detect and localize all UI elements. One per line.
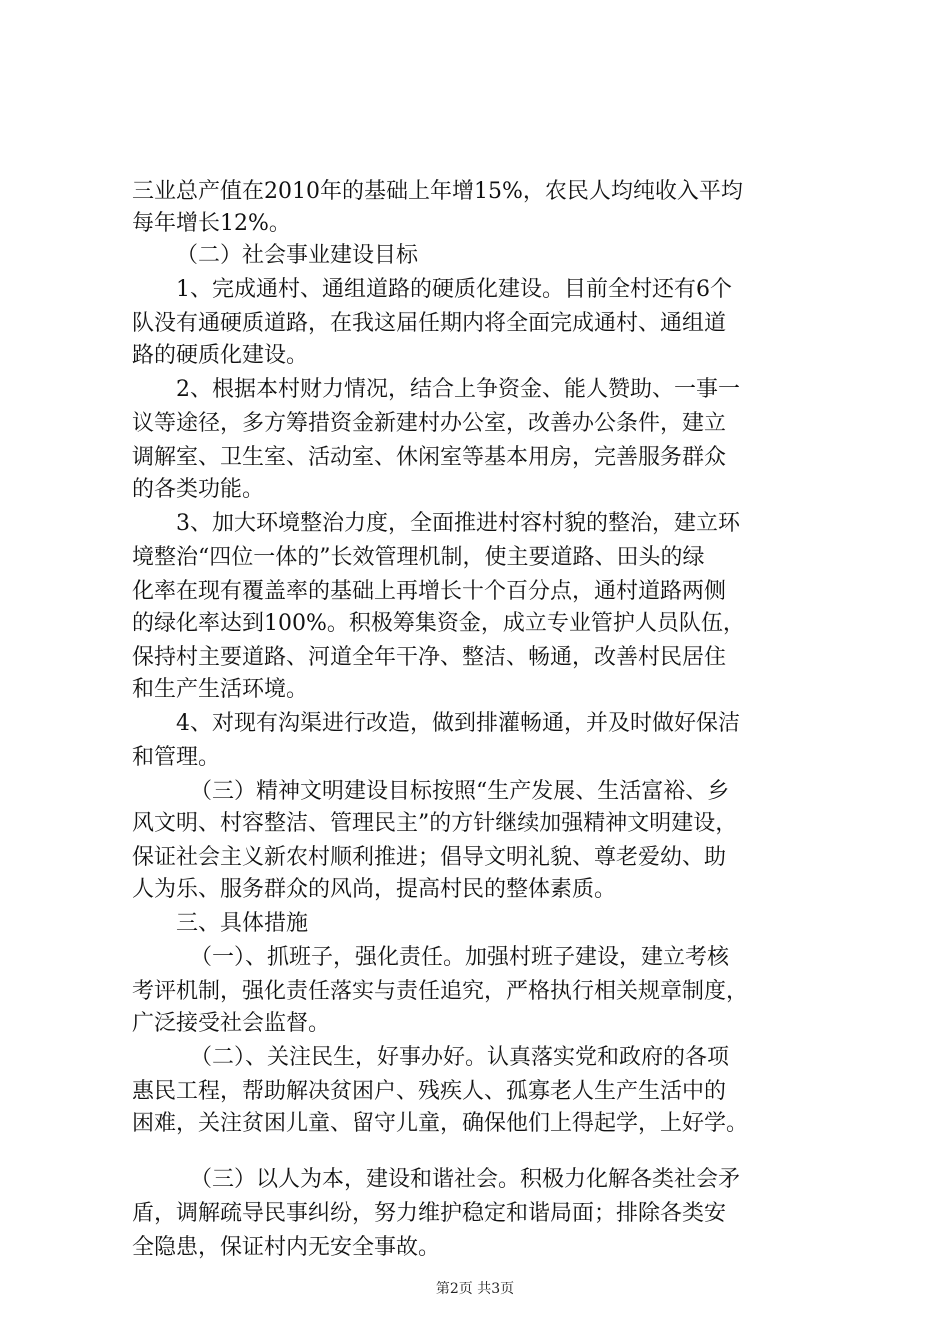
- text-line: （三）以人为本，建设和谐社会。积极力化解各类社会矛: [190, 1167, 741, 1192]
- section-heading: （二）社会事业建设目标: [176, 243, 419, 268]
- text-line: 3、加大环境整治力度，全面推进村容村貌的整治，建立环: [176, 511, 740, 536]
- text-line: 保证社会主义新农村顺利推进；倡导文明礼貌、尊老爱幼、助: [132, 845, 727, 870]
- text-line: 广泛接受社会监督。: [132, 1011, 331, 1036]
- text-line: 保持村主要道路、河道全年干净、整洁、畅通，改善村民居住: [132, 645, 727, 670]
- text-line: （一）、抓班子，强化责任。加强村班子建设，建立考核: [190, 945, 730, 970]
- text-line: 考评机制，强化责任落实与责任追究，严格执行相关规章制度，: [132, 979, 749, 1004]
- text-line: 全隐患，保证村内无安全事故。: [132, 1235, 441, 1260]
- text-line: 每年增长12%。: [132, 211, 291, 236]
- text-line: 化率在现有覆盖率的基础上再增长十个百分点，通村道路两侧: [132, 579, 727, 604]
- text-line: 风文明、村容整洁、管理民主”的方针继续加强精神文明建设，: [132, 811, 738, 836]
- section-heading: 三、具体措施: [176, 911, 309, 936]
- text-line: 和生产生活环境。: [132, 677, 309, 702]
- text-line: 的各类功能。: [132, 477, 265, 502]
- text-line: 路的硬质化建设。: [132, 343, 309, 368]
- page-footer: 第2页 共3页: [435, 1281, 515, 1297]
- text-line: 惠民工程，帮助解决贫困户、残疾人、孤寡老人生产生活中的: [132, 1079, 727, 1104]
- text-line: 议等途径，多方筹措资金新建村办公室，改善办公条件，建立: [132, 411, 727, 436]
- text-line: 人为乐、服务群众的风尚，提高村民的整体素质。: [132, 877, 617, 902]
- text-line: 1、完成通村、通组道路的硬质化建设。目前全村还有6个: [176, 277, 732, 302]
- text-line: 的绿化率达到100%。积极筹集资金，成立专业管护人员队伍，: [132, 611, 745, 636]
- text-line: （二）、关注民生，好事办好。认真落实党和政府的各项: [190, 1045, 730, 1070]
- text-line: 2、根据本村财力情况，结合上争资金、能人赞助、一事一: [176, 377, 740, 402]
- text-line: 4、对现有沟渠进行改造，做到排灌畅通，并及时做好保洁: [176, 711, 740, 736]
- text-line: 三业总产值在2010年的基础上年增15%，农民人均纯收入平均: [132, 179, 743, 204]
- text-line: 境整治“四位一体的”长效管理机制，使主要道路、田头的绿: [132, 545, 705, 570]
- text-line: 困难，关注贫困儿童、留守儿童，确保他们上得起学，上好学。: [132, 1111, 749, 1136]
- text-line: 队没有通硬质道路，在我这届任期内将全面完成通村、通组道: [132, 311, 727, 336]
- text-line: 盾，调解疏导民事纠纷，努力维护稳定和谐局面；排除各类安: [132, 1201, 727, 1226]
- text-line: 调解室、卫生室、活动室、休闲室等基本用房，完善服务群众: [132, 445, 727, 470]
- text-line: （三）精神文明建设目标按照“生产发展、生活富裕、乡: [190, 779, 730, 804]
- text-line: 和管理。: [132, 745, 221, 770]
